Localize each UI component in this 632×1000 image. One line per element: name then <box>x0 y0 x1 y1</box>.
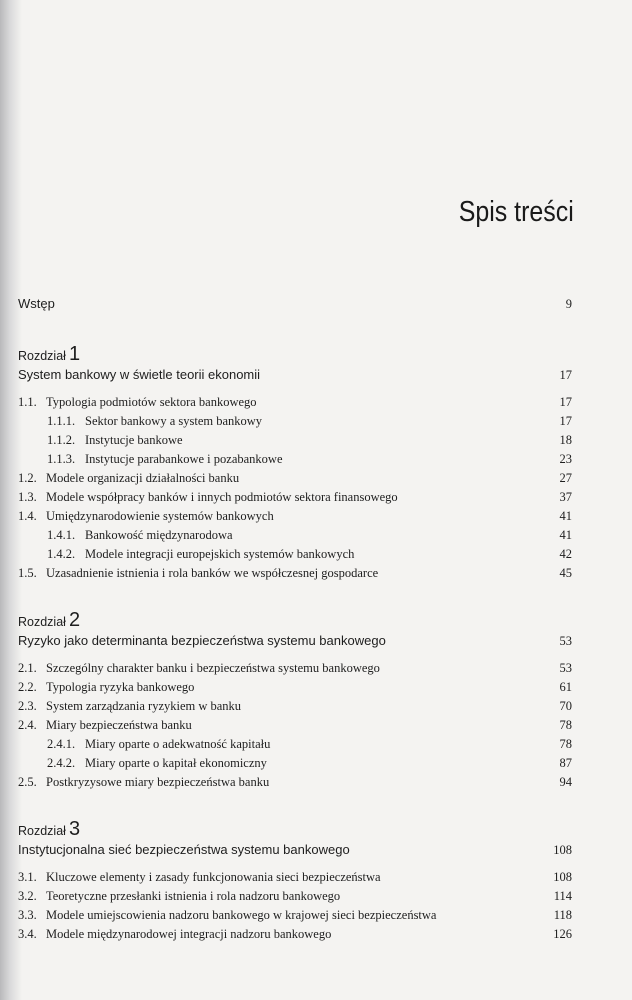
entry-text-group <box>18 678 194 697</box>
entry-text-group <box>18 431 183 450</box>
entry-page: 18 <box>559 433 572 447</box>
entry-number: 1.1.1. <box>47 414 76 428</box>
entry-number: 1.3. <box>18 490 37 504</box>
entry-number: 2.4. <box>18 718 37 732</box>
entry-number: 1.4.1. <box>47 528 76 542</box>
chapter-3 <box>18 818 572 944</box>
toc-entry[interactable] <box>18 887 572 906</box>
toc-entry[interactable] <box>18 716 572 735</box>
entry-text-group <box>18 564 378 583</box>
entry-text-group <box>18 659 380 678</box>
toc-entry[interactable] <box>18 507 572 526</box>
entry-text-group <box>18 697 241 716</box>
chapter-label-text: Rozdział <box>18 349 66 363</box>
entry-number: 1.5. <box>18 566 37 580</box>
entry-text-group <box>18 412 262 431</box>
entry-text-group <box>18 906 436 925</box>
entry-number: 2.4.1. <box>47 737 76 751</box>
entry-title: Modele integracji europejskich systemów bankowych <box>85 547 355 561</box>
entry-page: 45 <box>559 566 572 580</box>
toc-subentry[interactable] <box>18 526 572 545</box>
entry-title: Bankowość międzynarodowa <box>85 528 233 542</box>
entry-title: Modele międzynarodowej integracji nadzoru bankowego <box>46 927 332 941</box>
entry-page: 41 <box>559 509 572 523</box>
entry-text-group <box>18 507 274 526</box>
entry-page: 78 <box>559 737 572 751</box>
chapter-title-row[interactable] <box>18 631 572 651</box>
entry-text-group <box>18 925 331 944</box>
chapter-label-text: Rozdział <box>18 824 66 838</box>
entry-title: Kluczowe elementy i zasady funkcjonowania sieci bezpieczeństwa <box>46 870 381 884</box>
entry-page: 23 <box>559 452 572 466</box>
toc-entry[interactable] <box>18 659 572 678</box>
entry-text-group <box>18 450 283 469</box>
entry-title: Teoretyczne przesłanki istnienia i rola nadzoru bankowego <box>46 889 341 903</box>
entry-title: Sektor bankowy a system bankowy <box>85 414 263 428</box>
toc-subentry[interactable] <box>18 450 572 469</box>
chapter-title: System bankowy w świetle teorii ekonomii <box>18 367 261 382</box>
entry-title: Modele umiejscowienia nadzoru bankowego w krajowej sieci bezpieczeństwa <box>46 908 437 922</box>
entry-text-group <box>18 393 257 412</box>
chapter-title-row[interactable] <box>18 365 572 385</box>
chapter-title: Instytucjonalna sieć bezpieczeństwa systemu bankowego <box>18 842 350 857</box>
chapter-page: 53 <box>559 634 572 648</box>
toc-entry[interactable] <box>18 393 572 412</box>
entry-title: System zarządzania ryzykiem w banku <box>46 699 242 713</box>
entry-number: 1.1. <box>18 395 37 409</box>
chapter-title-row[interactable] <box>18 840 572 860</box>
entry-page: 37 <box>559 490 572 504</box>
entry-page: 17 <box>559 395 572 409</box>
entry-number: 1.4.2. <box>47 547 76 561</box>
toc-entry[interactable] <box>18 488 572 507</box>
entry-text-group <box>18 488 398 507</box>
chapter-label <box>18 343 572 365</box>
entry-page: 87 <box>559 756 572 770</box>
toc-entry[interactable] <box>18 868 572 887</box>
entry-number: 2.1. <box>18 661 37 675</box>
entry-number: 3.3. <box>18 908 37 922</box>
chapter-number: 3 <box>68 818 81 840</box>
entry-page: 41 <box>559 528 572 542</box>
entry-title: Modele organizacji działalności banku <box>46 471 240 485</box>
toc-entry[interactable] <box>18 773 572 792</box>
entry-title: Miary oparte o kapitał ekonomiczny <box>85 756 267 770</box>
entry-text-group <box>18 526 233 545</box>
entry-text-group <box>18 868 381 887</box>
toc-entry-wstep[interactable] <box>18 296 572 312</box>
page-title: Spis treści <box>458 196 574 228</box>
chapter-number: 2 <box>68 609 81 631</box>
entry-number: 2.5. <box>18 775 37 789</box>
entry-number: 2.4.2. <box>47 756 76 770</box>
entry-text-group <box>18 754 267 773</box>
entry-text-group <box>18 887 340 906</box>
entry-page: 61 <box>559 680 572 694</box>
entry-text-group <box>18 469 239 488</box>
entry-page: 53 <box>559 661 572 675</box>
entry-number: 1.4. <box>18 509 37 523</box>
entry-title: Szczególny charakter banku i bezpieczeństwa systemu bankowego <box>46 661 380 675</box>
chapter-label <box>18 818 572 840</box>
wstep-page: 9 <box>565 297 572 311</box>
entry-number: 2.2. <box>18 680 37 694</box>
entry-title: Miary bezpieczeństwa banku <box>46 718 192 732</box>
entry-title: Postkryzysowe miary bezpieczeństwa banku <box>46 775 270 789</box>
entry-title: Modele współpracy banków i innych podmiotów sektora finansowego <box>46 490 398 504</box>
entry-number: 2.3. <box>18 699 37 713</box>
entry-page: 42 <box>559 547 572 561</box>
entry-title: Instytucje parabankowe i pozabankowe <box>85 452 283 466</box>
entry-number: 3.4. <box>18 927 37 941</box>
entry-text-group <box>18 735 270 754</box>
entry-page: 94 <box>559 775 572 789</box>
entry-page: 17 <box>559 414 572 428</box>
entry-page: 27 <box>559 471 572 485</box>
wstep-label: Wstęp <box>18 296 55 311</box>
entry-number: 1.1.2. <box>47 433 76 447</box>
toc-entry[interactable] <box>18 564 572 583</box>
entry-number: 1.2. <box>18 471 37 485</box>
entry-title: Umiędzynarodowienie systemów bankowych <box>46 509 274 523</box>
chapter-label-text: Rozdział <box>18 615 66 629</box>
toc-subentry[interactable] <box>18 735 572 754</box>
chapter-2 <box>18 609 572 792</box>
entry-number: 3.1. <box>18 870 37 884</box>
chapter-1 <box>18 343 572 583</box>
entry-page: 108 <box>553 870 572 884</box>
entry-title: Typologia podmiotów sektora bankowego <box>46 395 257 409</box>
entry-number: 1.1.3. <box>47 452 76 466</box>
entry-text-group <box>18 545 354 564</box>
entry-number: 3.2. <box>18 889 37 903</box>
entry-title: Typologia ryzyka bankowego <box>46 680 195 694</box>
toc-entry[interactable] <box>18 925 572 944</box>
toc-subentry[interactable] <box>18 754 572 773</box>
entry-page: 126 <box>553 927 572 941</box>
entry-title: Miary oparte o adekwatność kapitału <box>85 737 271 751</box>
entry-page: 78 <box>559 718 572 732</box>
chapter-page: 17 <box>559 368 572 382</box>
entry-title: Instytucje bankowe <box>85 433 183 447</box>
toc-subentry[interactable] <box>18 412 572 431</box>
chapter-page: 108 <box>553 843 572 857</box>
entry-text-group <box>18 716 192 735</box>
entry-page: 118 <box>553 908 572 922</box>
toc-entry[interactable] <box>18 469 572 488</box>
toc-subentry[interactable] <box>18 431 572 450</box>
entry-page: 114 <box>553 889 572 903</box>
toc-entry[interactable] <box>18 678 572 697</box>
toc-entry[interactable] <box>18 906 572 925</box>
entry-page: 70 <box>559 699 572 713</box>
toc-entry[interactable] <box>18 697 572 716</box>
chapter-title: Ryzyko jako determinanta bezpieczeństwa systemu bankowego <box>18 633 386 648</box>
chapter-label <box>18 609 572 631</box>
chapter-number: 1 <box>68 343 81 365</box>
toc-subentry[interactable] <box>18 545 572 564</box>
entry-title: Uzasadnienie istnienia i rola banków we współczesnej gospodarce <box>46 566 379 580</box>
entry-text-group <box>18 773 269 792</box>
